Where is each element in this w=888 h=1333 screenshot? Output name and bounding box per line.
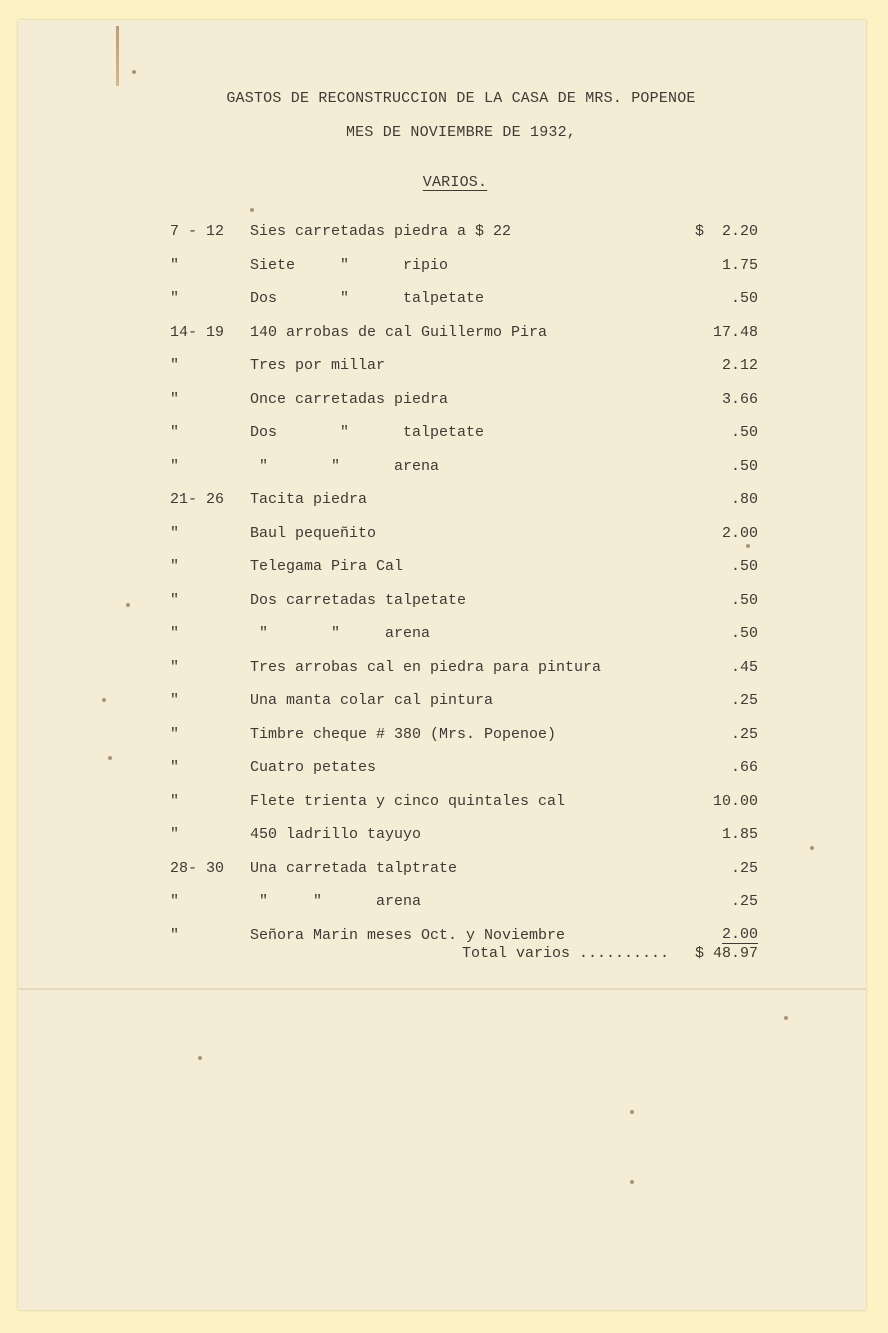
document-subtitle: MES DE NOVIEMBRE DE 1932, — [345, 124, 577, 141]
expense-date: " — [170, 826, 180, 843]
expense-date: " — [170, 524, 180, 542]
expense-date: " — [170, 692, 180, 709]
expense-date: " — [170, 290, 180, 307]
expense-description: Baul pequeñito — [250, 524, 377, 542]
stain-spot — [810, 846, 814, 850]
expense-date: 28- 30 — [170, 859, 225, 877]
expense-amount: .50 — [730, 558, 758, 575]
expense-date: " — [170, 357, 180, 374]
expense-row — [18, 525, 866, 545]
stain-mark — [116, 26, 119, 86]
expense-description: Timbre cheque # 380 (Mrs. Popenoe) — [250, 725, 557, 743]
expense-description: Dos " talpetate — [250, 424, 485, 441]
expense-amount: .50 — [730, 290, 758, 307]
expense-amount: 1.75 — [721, 256, 758, 274]
expense-row — [18, 659, 866, 679]
expense-row — [18, 257, 866, 277]
expense-amount: $ 2.20 — [694, 223, 758, 240]
expense-description: Siete " ripio — [250, 256, 449, 274]
expense-row — [18, 826, 866, 846]
expense-description: Una carretada talptrate — [250, 859, 458, 877]
expense-date: " — [170, 424, 180, 441]
expense-row — [18, 357, 866, 377]
stain-spot — [132, 70, 136, 74]
expense-description: Señora Marin meses Oct. y Noviembre — [250, 926, 566, 944]
expense-amount: .25 — [730, 725, 758, 743]
expense-description: " " arena — [250, 457, 440, 475]
expense-row — [18, 625, 866, 645]
stain-spot — [198, 1056, 202, 1060]
stain-spot — [630, 1180, 634, 1184]
stain-spot — [746, 544, 750, 548]
expense-row — [18, 927, 866, 947]
expense-row — [18, 223, 866, 243]
expense-date: " — [170, 725, 180, 743]
expense-amount: 2.00 — [721, 524, 758, 542]
expense-amount: 2.00 — [721, 925, 758, 943]
expense-row — [18, 592, 866, 612]
expense-row — [18, 692, 866, 712]
section-heading-text: VARIOS. — [422, 174, 488, 191]
expense-description: " " arena — [250, 625, 431, 642]
stain-spot — [102, 698, 106, 702]
expense-date: " — [170, 256, 180, 274]
expense-amount: 3.66 — [721, 390, 758, 408]
expense-amount: .66 — [730, 759, 758, 776]
expense-description: 140 arrobas de cal Guillermo Pira — [250, 323, 548, 341]
expense-description: " " arena — [250, 893, 422, 910]
expense-row — [18, 558, 866, 578]
stain-spot — [126, 603, 130, 607]
expense-date: " — [170, 625, 180, 642]
expense-row — [18, 458, 866, 478]
expense-description: 450 ladrillo tayuyo — [250, 826, 422, 843]
expense-date: " — [170, 759, 180, 776]
stain-spot — [784, 1016, 788, 1020]
expense-amount: .25 — [730, 692, 758, 709]
document-title: GASTOS DE RECONSTRUCCION DE LA CASA DE MRS. POPENOE — [226, 90, 696, 107]
expense-date: " — [170, 390, 180, 408]
expense-description: Telegama Pira Cal — [250, 558, 404, 575]
expense-amount: .50 — [730, 625, 758, 642]
expense-amount: 2.12 — [721, 357, 758, 374]
expense-amount: 17.48 — [712, 323, 758, 341]
expense-row — [18, 759, 866, 779]
expense-date: " — [170, 658, 180, 676]
expense-date: 14- 19 — [170, 323, 225, 341]
fold-line — [18, 988, 866, 990]
expense-row — [18, 726, 866, 746]
expense-row — [18, 391, 866, 411]
expense-description: Dos carretadas talpetate — [250, 591, 467, 609]
stain-spot — [108, 756, 112, 760]
stain-spot — [250, 208, 254, 212]
total-label: Total varios .......... — [462, 945, 670, 962]
expense-description: Dos " talpetate — [250, 290, 485, 307]
section-heading — [18, 174, 866, 191]
expense-description: Flete trienta y cinco quintales cal — [250, 792, 566, 810]
expense-row — [18, 860, 866, 880]
expense-date: " — [170, 457, 180, 475]
expense-amount: .50 — [730, 424, 758, 441]
expense-amount: .25 — [730, 893, 758, 910]
expense-date: " — [170, 591, 180, 609]
expense-description: Tres arrobas cal en piedra para pintura — [250, 658, 602, 676]
expense-description: Sies carretadas piedra a $ 22 — [250, 223, 512, 240]
stain-spot — [630, 1110, 634, 1114]
expense-date: 21- 26 — [170, 491, 225, 508]
expense-amount: .80 — [730, 491, 758, 508]
expense-row — [18, 893, 866, 913]
expense-row — [18, 793, 866, 813]
expense-description: Once carretadas piedra — [250, 390, 449, 408]
expense-description: Una manta colar cal pintura — [250, 692, 494, 709]
expense-description: Cuatro petates — [250, 759, 377, 776]
expense-description: Tacita piedra — [250, 491, 368, 508]
expense-date: " — [170, 558, 180, 575]
expense-date: " — [170, 792, 180, 810]
expense-amount: .50 — [730, 591, 758, 609]
expense-row — [18, 324, 866, 344]
expense-amount: .50 — [730, 457, 758, 475]
expense-row — [18, 290, 866, 310]
expense-description: Tres por millar — [250, 357, 386, 374]
expense-amount: .45 — [730, 658, 758, 676]
expense-row — [18, 491, 866, 511]
expense-date: " — [170, 893, 180, 910]
document-page — [18, 20, 866, 1310]
expense-amount: 1.85 — [721, 826, 758, 843]
expense-amount: .25 — [730, 859, 758, 877]
expense-amount: 10.00 — [712, 792, 758, 810]
expense-date: 7 - 12 — [170, 223, 225, 240]
expense-date: " — [170, 926, 180, 944]
expense-row — [18, 424, 866, 444]
total-amount: $ 48.97 — [694, 945, 758, 962]
